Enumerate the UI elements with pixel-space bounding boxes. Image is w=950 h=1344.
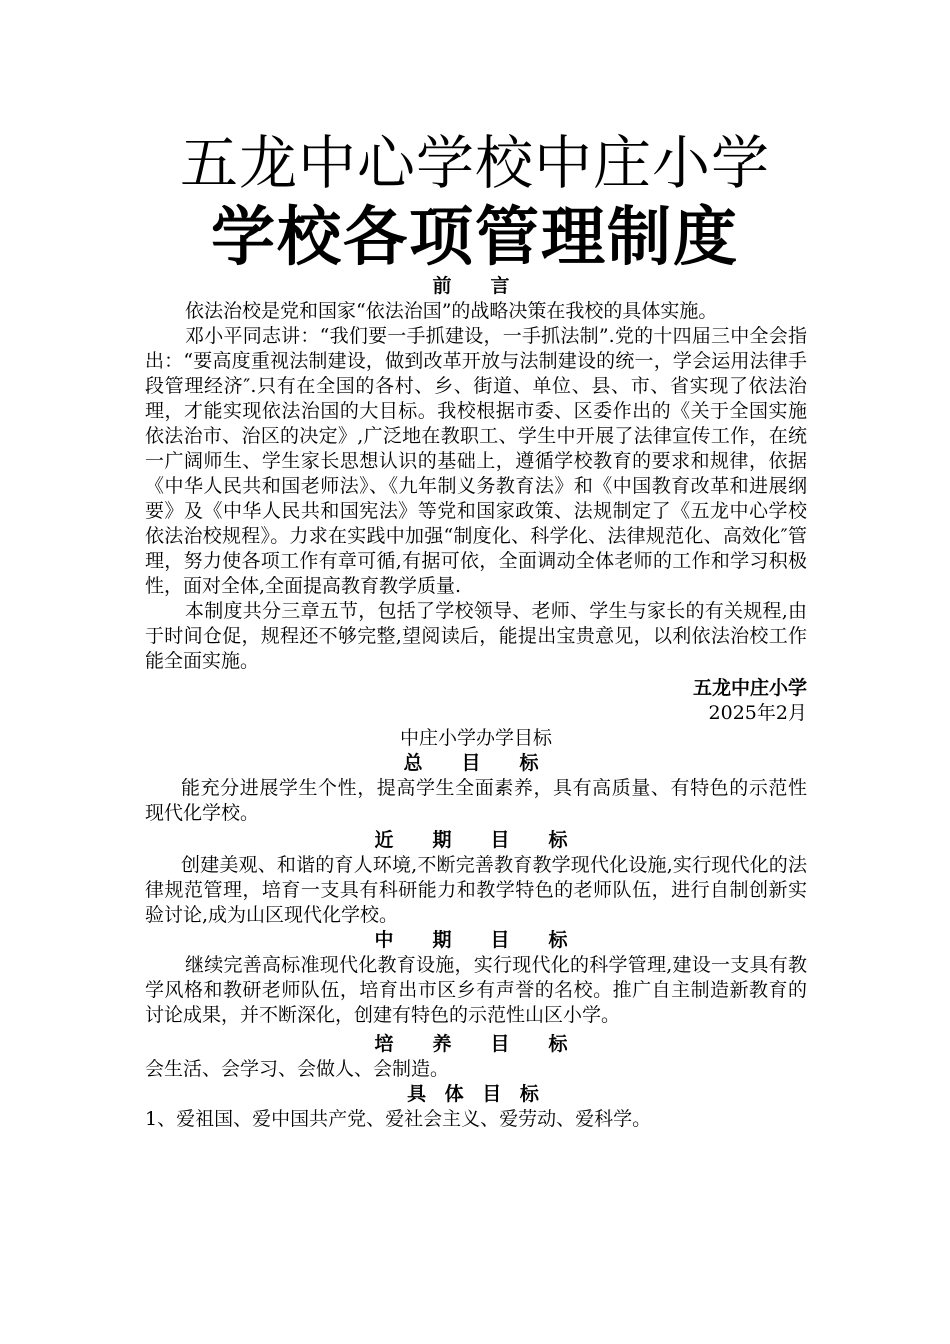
near-term-goal-text: 创建美观、和谐的育人环境,不断完善教育教学现代化设施,实行现代化的法律规范管理，培育一支具有科研能力和教学特色的老师队伍，进行自制创新实验讨论,成为山区现代化学校。: [145, 854, 807, 926]
preface-date: 2025年2月: [708, 702, 807, 724]
preface-paragraph: 依法治校是党和国家“依法治国”的战略决策在我校的具体实施。: [185, 300, 718, 322]
preface-paragraph: 本制度共分三章五节，包括了学校领导、老师、学生与家长的有关规程,由于时间仓促，规程还不够完整,望阅读后，能提出宝贵意见，以利依法治校工作能全面实施。: [145, 600, 807, 672]
goals-heading: 中庄小学办学目标: [399, 727, 552, 749]
near-term-goal-heading: 近 期 目 标: [374, 829, 578, 851]
overall-goal-text: 能充分进展学生个性，提高学生全面素养，具有高质量、有特色的示范性现代化学校。: [145, 777, 807, 824]
title-document-name: 学校各项管理制度: [211, 201, 739, 275]
mid-term-goal-text: 继续完善高标准现代化教育设施，实行现代化的科学管理,建设一支具有教学风格和教研老师队伍，培育出市区乡有声誉的名校。推广自主制造新教育的讨论成果，并不断深化，创建有特色的示范性山区小学。: [145, 954, 807, 1026]
specific-goal-item: 1、爱祖国、爱中国共产党、爱社会主义、爱劳动、爱科学。: [145, 1108, 652, 1130]
preface-heading: 前 言: [432, 275, 520, 297]
document-body: [145, 274, 807, 1132]
preface-paragraph: 邓小平同志讲：“我们要一手抓建设，一手抓法制”.党的十四届三中全会指出：“要高度重视法制建设，做到改革开放与法制建设的统一，学会运用法律手段管理经济″.只有在全国的各村、乡、街道、单位、县、市、省实现了依法治理，才能实现依法治国的大目标。我校根据市委、区委作出的《关于全国实施依法治市、治区的决定》,广泛地在教职工、学生中开展了法律宣传工作，在统一广阔师生、学生家长思想认识的基础上，遵循学校教育的要求和规律，依据《中华人民共和国老师法》、《九年制义务教育法》和《中国教育改革和进展纲要》及《中华人民共和国宪法》等党和国家政策、法规制定了《五龙中心学校依法治校规程》。力求在实践中加强“制度化、科学化、法律规范化、高效化″管理，努力使各项工作有章可循,有据可依，全面调动全体老师的工作和学习积极性，面对全体,全面提高教育教学质量.: [145, 325, 807, 597]
overall-goal-heading: 总 目 标: [403, 752, 549, 774]
title-school-name: 五龙中心学校中庄小学: [179, 129, 770, 197]
cultivation-goal-text: 会生活、会学习、会做人、会制造。: [145, 1058, 450, 1080]
mid-term-goal-heading: 中 期 目 标: [374, 929, 578, 951]
specific-goal-heading: 具 体 目 标: [407, 1083, 545, 1105]
cultivation-goal-heading: 培 养 目 标: [374, 1033, 578, 1055]
preface-signature: 五龙中庄小学: [692, 677, 807, 699]
